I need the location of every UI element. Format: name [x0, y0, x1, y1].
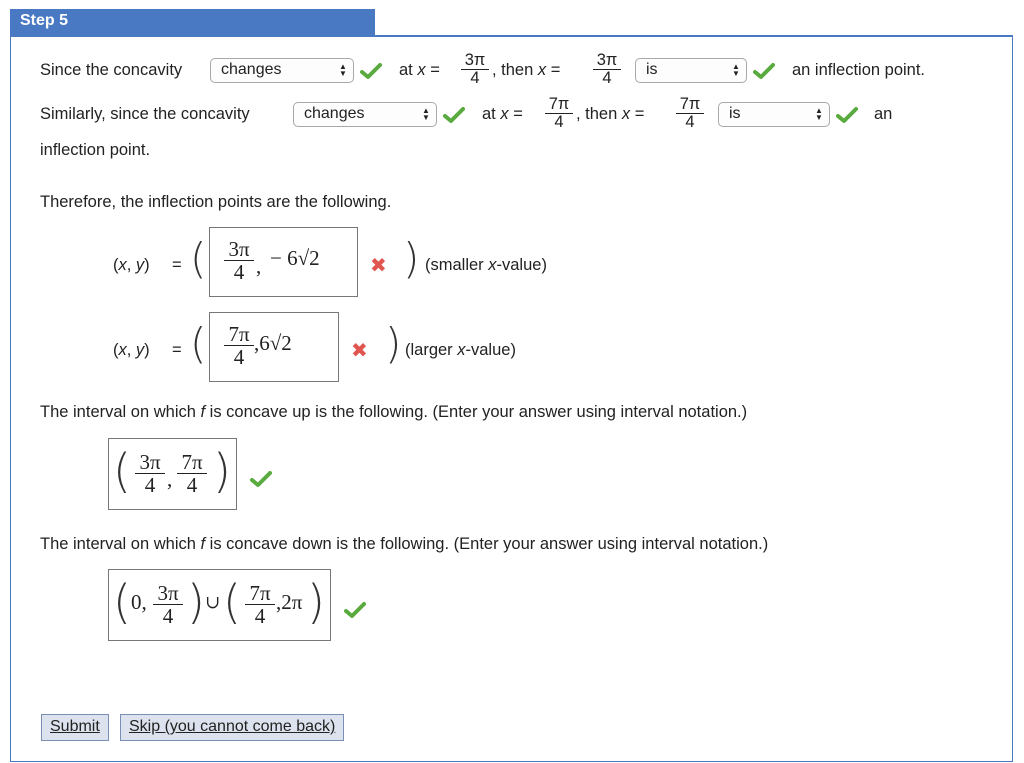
correct-check-icon	[443, 106, 465, 124]
point1-comma: ,	[256, 254, 262, 278]
concave-down-a-fraction	[153, 582, 183, 627]
correct-check-icon	[836, 106, 858, 124]
point2-x-fraction	[224, 323, 254, 368]
interval-open-paren: (	[223, 575, 241, 629]
submit-button[interactable]: Submit	[41, 714, 109, 741]
point1-close-paren: )	[403, 234, 420, 283]
incorrect-x-icon: ✖	[351, 340, 368, 362]
select-arrows-icon: ▲ ▼	[815, 106, 823, 122]
frac-num: 3π	[153, 582, 183, 605]
concave-down-zero: 0,	[131, 590, 147, 614]
row1-trail-text: an inflection point.	[792, 61, 926, 79]
row1-select2-value: is	[646, 61, 658, 78]
interval-open-paren: (	[113, 575, 131, 629]
point1-note: (smaller x-value)	[425, 256, 547, 274]
frac-den: 4	[554, 113, 564, 131]
row1-x2-fraction	[593, 52, 621, 87]
point2-answer-box[interactable]	[209, 312, 339, 382]
correct-check-icon	[360, 62, 382, 80]
row2-lead-text: Similarly, since the concavity	[40, 105, 250, 123]
frac-den: 4	[162, 604, 174, 628]
correct-check-icon	[344, 601, 366, 619]
frac-den: 4	[144, 473, 156, 497]
select-arrows-icon: ▲ ▼	[732, 62, 740, 78]
row1-concavity-select[interactable]	[210, 58, 354, 83]
interval-close-paren: )	[213, 444, 231, 498]
step-title: Step 5	[20, 12, 69, 29]
frac-num: 3π	[224, 238, 254, 261]
interval-open-paren: (	[113, 444, 131, 498]
point1-answer-box[interactable]	[209, 227, 358, 297]
interval-close-paren: )	[187, 575, 205, 629]
point1-y-value: − 6√2	[270, 246, 320, 270]
point2-close-paren: )	[385, 319, 402, 368]
row2-concavity-select[interactable]	[293, 102, 437, 127]
row1-then-x: , then x =	[492, 61, 561, 79]
row1-at-x: at x =	[399, 61, 440, 79]
interval-close-paren: )	[307, 575, 325, 629]
concave-up-answer-box[interactable]	[108, 438, 237, 510]
frac-num: 3π	[135, 451, 165, 474]
concave-down-b-fraction	[245, 582, 275, 627]
row2-x-fraction	[545, 96, 573, 131]
concave-up-b-fraction	[177, 451, 207, 496]
incorrect-x-icon: ✖	[370, 255, 387, 277]
concave-up-prompt: The interval on which f is concave up is the following. (Enter your answer using interval notation.)	[40, 403, 748, 421]
point2-label: (x, y)	[113, 341, 150, 359]
point1-label: (x, y)	[113, 256, 150, 274]
row2-wrap-text: inflection point.	[40, 141, 151, 159]
row2-x2-fraction	[676, 96, 704, 131]
inflection-points-heading: Therefore, the inflection points are the following.	[40, 193, 392, 211]
point2-equals: =	[172, 341, 182, 359]
step-panel	[10, 35, 1013, 762]
frac-num: 7π	[545, 96, 573, 114]
row2-select1-value: changes	[304, 105, 365, 122]
row1-select1-value: changes	[221, 61, 282, 78]
concave-down-end: ,2π	[276, 590, 303, 614]
frac-den: 4	[233, 260, 245, 284]
union-symbol: ∪	[205, 592, 221, 612]
row2-then-x: , then x =	[576, 105, 645, 123]
row2-trail-text: an	[874, 105, 893, 123]
frac-den: 4	[602, 69, 612, 87]
select-arrows-icon: ▲ ▼	[422, 106, 430, 122]
point2-open-paren: (	[190, 319, 207, 368]
frac-den: 4	[186, 473, 198, 497]
concave-down-answer-box[interactable]	[108, 569, 331, 641]
row2-at-x: at x =	[482, 105, 523, 123]
frac-num: 7π	[245, 582, 275, 605]
frac-den: 4	[470, 69, 480, 87]
row1-x-fraction	[461, 52, 489, 87]
row1-lead-text: Since the concavity	[40, 61, 183, 79]
point2-y-value: ,6√2	[254, 331, 292, 355]
frac-num: 7π	[676, 96, 704, 114]
row1-is-select[interactable]	[635, 58, 747, 83]
skip-button[interactable]: Skip (you cannot come back)	[120, 714, 344, 741]
select-arrows-icon: ▲ ▼	[339, 62, 347, 78]
point1-x-fraction	[224, 238, 254, 283]
correct-check-icon	[753, 62, 775, 80]
concave-up-a-fraction	[135, 451, 165, 496]
frac-num: 3π	[461, 52, 489, 70]
row2-select2-value: is	[729, 105, 741, 122]
point1-open-paren: (	[190, 234, 207, 283]
frac-den: 4	[254, 604, 266, 628]
row2-is-select[interactable]	[718, 102, 830, 127]
correct-check-icon	[250, 470, 272, 488]
step-header	[10, 9, 375, 35]
point2-note: (larger x-value)	[405, 341, 516, 359]
frac-num: 7π	[224, 323, 254, 346]
interval-comma: ,	[167, 467, 173, 491]
frac-num: 7π	[177, 451, 207, 474]
frac-num: 3π	[593, 52, 621, 70]
concave-down-prompt: The interval on which f is concave down is the following. (Enter your answer using interval notation.)	[40, 535, 769, 553]
point1-equals: =	[172, 256, 182, 274]
frac-den: 4	[685, 113, 695, 131]
frac-den: 4	[233, 345, 245, 369]
